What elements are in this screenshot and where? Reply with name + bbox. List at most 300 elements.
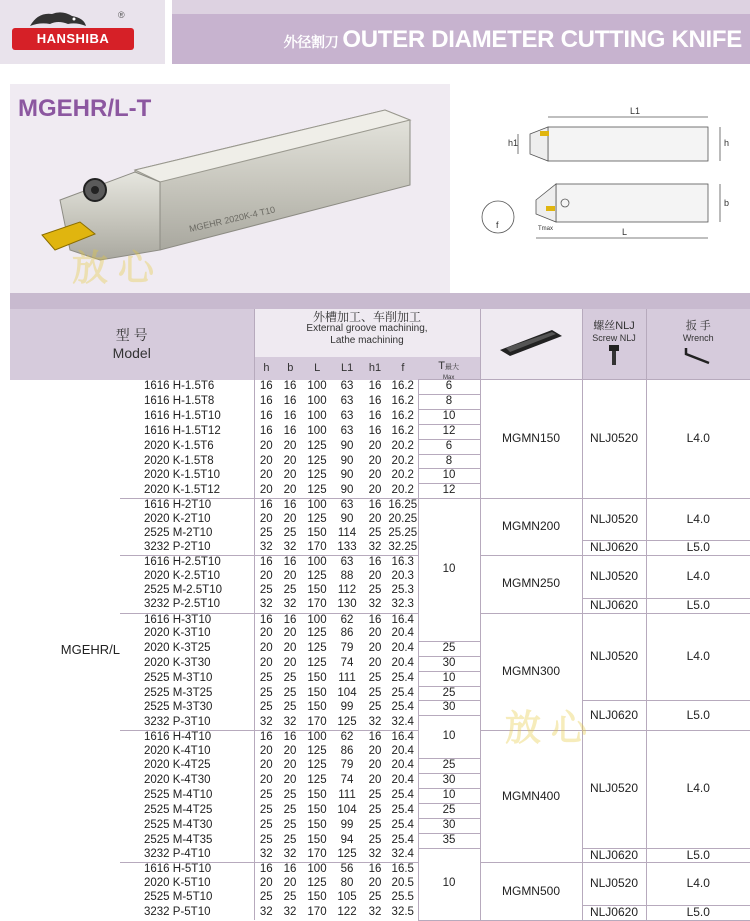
value-cell: 111 [332,788,362,803]
value-cell: 112 [332,584,362,598]
wrench-icon [683,344,713,366]
value-cell: 20 [278,759,302,774]
value-cell: 20.5 [388,877,418,891]
screw-header [582,309,646,380]
value-cell: 25 [362,833,388,848]
value-cell: 25.4 [388,686,418,701]
value-cell: 170 [302,716,332,730]
model-cell: 3232 P-4T10 [120,848,254,863]
value-cell: 80 [332,877,362,891]
value-cell: 74 [332,656,362,671]
value-cell: 32 [254,716,278,730]
value-cell: 25 [254,803,278,818]
value-cell: 25 [362,803,388,818]
value-cell: 20.2 [388,439,418,454]
model-cell: 2020 K-1.5T10 [120,469,254,484]
value-cell: 20.3 [388,570,418,584]
value-cell: 104 [332,803,362,818]
value-cell: 125 [302,439,332,454]
dim-b: b [724,198,729,208]
model-cell: 1616 H-1.5T8 [120,394,254,409]
model-cell: 2020 K-2.5T10 [120,570,254,584]
tmax-cell: 12 [418,424,480,439]
model-cell: 1616 H-4T10 [120,730,254,744]
value-cell: 25 [254,671,278,686]
value-cell: 25 [278,686,302,701]
value-cell: 20 [254,773,278,788]
wrench-cell: L4.0 [646,863,750,905]
value-cell: 114 [332,527,362,541]
value-cell: 20.4 [388,641,418,656]
model-cell: 3232 P-2.5T10 [120,598,254,613]
value-cell: 32 [362,905,388,920]
value-cell: 125 [302,454,332,469]
value-cell: 20 [362,439,388,454]
value-cell: 25 [254,686,278,701]
value-cell: 125 [302,484,332,499]
value-cell: 25 [362,788,388,803]
wrench-cell: L5.0 [646,905,750,920]
value-cell: 100 [302,394,332,409]
tmax-cell: 8 [418,394,480,409]
value-cell: 25 [254,891,278,905]
panther-logo-icon [28,8,88,30]
model-cell: 2525 M-2T10 [120,527,254,541]
model-cell: 2020 K-3T10 [120,627,254,641]
screw-icon [606,344,622,366]
page-title-en: OUTER DIAMETER CUTTING KNIFE [342,26,742,53]
table-row [10,499,750,513]
value-cell: 63 [332,556,362,570]
value-cell: 16.2 [388,409,418,424]
value-cell: 32 [362,598,388,613]
header-row [10,309,750,380]
insert-cell: MGMN300 [480,613,582,730]
model-cell: 2525 M-5T10 [120,891,254,905]
value-cell: 150 [302,818,332,833]
model-cell: 2020 K-1.5T6 [120,439,254,454]
value-cell: 16 [278,394,302,409]
model-cell: 2525 M-3T25 [120,686,254,701]
model-cell: 2020 K-4T25 [120,759,254,774]
value-cell: 25 [278,701,302,716]
value-cell: 90 [332,454,362,469]
value-cell: 150 [302,891,332,905]
column-header-b: b [278,357,302,379]
page-title [284,26,742,54]
value-cell: 20.25 [388,513,418,527]
value-cell: 25.5 [388,891,418,905]
tmax-cell: 10 [418,469,480,484]
value-cell: 20 [278,513,302,527]
table-row [10,380,750,395]
value-cell: 125 [302,773,332,788]
screw-cell: NLJ0520 [582,499,646,541]
value-cell: 16 [362,863,388,877]
value-cell: 133 [332,541,362,556]
model-cell: 1616 H-5T10 [120,863,254,877]
insert-header [480,309,582,380]
value-cell: 79 [332,759,362,774]
insert-cell: MGMN500 [480,863,582,920]
model-cell: 2525 M-4T35 [120,833,254,848]
value-cell: 25.4 [388,701,418,716]
model-cell: 1616 H-1.5T6 [120,380,254,395]
tmax-cell: 30 [418,701,480,716]
value-cell: 150 [302,788,332,803]
dim-f: f [496,220,499,230]
value-cell: 20 [362,773,388,788]
table-row [10,598,750,613]
value-cell: 16 [278,730,302,744]
dim-tmax: Tmax [538,226,553,232]
value-cell: 16 [362,380,388,395]
wrench-cell: L5.0 [646,541,750,556]
value-cell: 32 [254,541,278,556]
value-cell: 90 [332,484,362,499]
value-cell: 125 [302,469,332,484]
value-cell: 25 [362,584,388,598]
value-cell: 20.2 [388,454,418,469]
value-cell: 150 [302,686,332,701]
model-cell: 1616 H-2.5T10 [120,556,254,570]
value-cell: 25.4 [388,803,418,818]
tmax-cell: 10 [418,499,480,642]
tmax-cell: 10 [418,848,480,920]
value-cell: 130 [332,598,362,613]
value-cell: 25 [362,686,388,701]
value-cell: 100 [302,730,332,744]
value-cell: 20 [362,877,388,891]
value-cell: 125 [302,627,332,641]
value-cell: 25.4 [388,833,418,848]
insert-cell: MGMN150 [480,380,582,499]
value-cell: 32 [254,598,278,613]
value-cell: 16 [278,424,302,439]
value-cell: 32 [254,848,278,863]
value-cell: 100 [302,863,332,877]
insert-icon [496,326,566,360]
value-cell: 16 [254,730,278,744]
value-cell: 90 [332,439,362,454]
group-header [254,309,480,380]
value-cell: 20 [362,513,388,527]
value-cell: 25 [254,833,278,848]
value-cell: 32 [362,716,388,730]
value-cell: 20 [254,641,278,656]
value-cell: 20 [254,570,278,584]
value-cell: 170 [302,541,332,556]
tool-marking: MGEHR 2020K-4 T10 [188,204,276,234]
value-cell: 16 [254,556,278,570]
column-header-f: f [388,357,418,379]
value-cell: 32 [278,716,302,730]
screw-cell: NLJ0520 [582,556,646,598]
insert-cell: MGMN200 [480,499,582,556]
tmax-cell: 6 [418,439,480,454]
value-cell: 125 [332,848,362,863]
value-cell: 25 [362,671,388,686]
value-cell: 56 [332,863,362,877]
value-cell: 25 [254,527,278,541]
tmax-cell: 25 [418,803,480,818]
tmax-cell: 25 [418,641,480,656]
model-cell: 2020 K-5T10 [120,877,254,891]
value-cell: 100 [302,613,332,627]
group-header-en1: External groove machining, [255,323,480,335]
group-header-en2: Lathe machining [255,335,480,347]
watermark: 放 心 [505,700,587,751]
value-cell: 16 [254,424,278,439]
value-cell: 20.4 [388,759,418,774]
wrench-cell: L5.0 [646,701,750,730]
value-cell: 25 [362,818,388,833]
tmax-cell: 6 [418,380,480,395]
screw-cell: NLJ0520 [582,380,646,499]
value-cell: 100 [302,499,332,513]
title-strip [172,0,750,14]
value-cell: 170 [302,598,332,613]
value-cell: 16 [362,499,388,513]
value-cell: 20 [278,745,302,759]
value-cell: 16 [254,394,278,409]
value-cell: 20 [278,439,302,454]
value-cell: 20 [362,469,388,484]
value-cell: 20 [254,469,278,484]
value-cell: 32.3 [388,598,418,613]
tmax-cell: 10 [418,716,480,759]
value-cell: 32 [278,541,302,556]
value-cell: 20 [362,656,388,671]
spec-table [10,293,750,910]
value-cell: 20.2 [388,484,418,499]
wrench-cell: L5.0 [646,598,750,613]
table-row [10,863,750,877]
page-title-cn: 外径割刀 [284,34,339,50]
value-cell: 125 [302,745,332,759]
value-cell: 20 [254,454,278,469]
value-cell: 20 [254,484,278,499]
model-cell: 1616 H-1.5T10 [120,409,254,424]
model-cell: 2020 K-3T30 [120,656,254,671]
value-cell: 16.4 [388,613,418,627]
value-cell: 100 [302,424,332,439]
value-cell: 16 [362,394,388,409]
table-row [10,701,750,716]
model-cell: 2525 M-2.5T10 [120,584,254,598]
value-cell: 20 [362,627,388,641]
value-cell: 125 [302,513,332,527]
model-cell: 2020 K-1.5T8 [120,454,254,469]
value-cell: 62 [332,730,362,744]
value-cell: 90 [332,513,362,527]
value-cell: 150 [302,833,332,848]
value-cell: 74 [332,773,362,788]
value-cell: 86 [332,745,362,759]
value-cell: 150 [302,584,332,598]
value-cell: 25.4 [388,671,418,686]
value-cell: 79 [332,641,362,656]
value-cell: 16.2 [388,424,418,439]
value-cell: 16.25 [388,499,418,513]
value-cell: 25 [254,584,278,598]
column-header-h1: h1 [362,357,388,379]
dimension-drawing [470,100,740,250]
value-cell: 20 [278,641,302,656]
table-row [10,541,750,556]
value-cell: 94 [332,833,362,848]
value-cell: 111 [332,671,362,686]
value-cell: 20.4 [388,627,418,641]
screw-cell: NLJ0620 [582,905,646,920]
value-cell: 32.25 [388,541,418,556]
model-cell: 2020 K-1.5T12 [120,484,254,499]
value-cell: 16.2 [388,394,418,409]
tmax-cell: 25 [418,759,480,774]
table-row [10,556,750,570]
value-cell: 20 [254,656,278,671]
value-cell: 99 [332,701,362,716]
value-cell: 16.3 [388,556,418,570]
dim-l1: L1 [630,106,640,116]
value-cell: 16 [278,613,302,627]
value-cell: 125 [302,641,332,656]
value-cell: 20 [362,759,388,774]
value-cell: 25 [278,833,302,848]
model-cell: 2020 K-2T10 [120,513,254,527]
value-cell: 25 [278,818,302,833]
value-cell: 16.2 [388,380,418,395]
model-cell: 2525 M-3T10 [120,671,254,686]
column-header-t: T最大 Max [418,357,480,379]
value-cell: 63 [332,424,362,439]
column-headers [255,357,480,379]
wrench-cell: L5.0 [646,848,750,863]
value-cell: 20 [254,439,278,454]
value-cell: 25 [278,584,302,598]
dim-h: h [724,138,729,148]
model-cell: 2525 M-4T30 [120,818,254,833]
value-cell: 20.4 [388,745,418,759]
screw-cell: NLJ0620 [582,848,646,863]
product-name: MGEHR/L-T [18,95,151,123]
registered-mark: ® [118,10,125,20]
header-band-row [10,293,750,309]
model-cell: 2020 K-3T25 [120,641,254,656]
value-cell: 20 [278,656,302,671]
screw-header-cn: 螺丝NLJ [583,320,646,332]
value-cell: 86 [332,627,362,641]
wrench-cell: L4.0 [646,730,750,848]
model-cell: 1616 H-2T10 [120,499,254,513]
value-cell: 20 [254,513,278,527]
value-cell: 25.4 [388,788,418,803]
value-cell: 25 [362,891,388,905]
value-cell: 16.5 [388,863,418,877]
insert-cell: MGMN400 [480,730,582,863]
screw-header-en: Screw NLJ [583,332,646,344]
dim-l: L [622,227,627,237]
tmax-cell: 12 [418,484,480,499]
column-header-l1: L1 [332,357,362,379]
value-cell: 104 [332,686,362,701]
value-cell: 20.2 [388,469,418,484]
tmax-cell: 10 [418,788,480,803]
model-header-en: Model [10,344,254,362]
model-cell: 2525 M-3T30 [120,701,254,716]
value-cell: 16 [278,556,302,570]
model-cell: 2020 K-4T10 [120,745,254,759]
value-cell: 25.25 [388,527,418,541]
value-cell: 32 [362,848,388,863]
tmax-cell: 30 [418,773,480,788]
screw-cell: NLJ0620 [582,701,646,730]
wrench-cell: L4.0 [646,499,750,541]
brand-logo: HANSHIBA [12,28,134,50]
tmax-cell: 10 [418,409,480,424]
value-cell: 25.3 [388,584,418,598]
value-cell: 20 [362,570,388,584]
value-cell: 170 [302,905,332,920]
value-cell: 16 [254,409,278,424]
value-cell: 20 [362,745,388,759]
value-cell: 25 [278,891,302,905]
value-cell: 16 [278,863,302,877]
value-cell: 25 [362,527,388,541]
model-cell: 1616 H-1.5T12 [120,424,254,439]
table-row [10,730,750,744]
value-cell: 25 [278,803,302,818]
value-cell: 105 [332,891,362,905]
insert-cell: MGMN250 [480,556,582,613]
value-cell: 20 [278,570,302,584]
value-cell: 150 [302,527,332,541]
screw-cell: NLJ0520 [582,863,646,905]
value-cell: 20 [254,745,278,759]
value-cell: 25 [254,788,278,803]
group-header-cn: 外槽加工、车削加工 [255,311,480,323]
wrench-header-cn: 扳 手 [647,320,750,332]
model-header [10,309,254,380]
wrench-cell: L4.0 [646,556,750,598]
value-cell: 20 [254,759,278,774]
model-cell: 2525 M-4T10 [120,788,254,803]
table-row [10,613,750,627]
value-cell: 16 [362,556,388,570]
model-cell: 3232 P-2T10 [120,541,254,556]
value-cell: 16 [254,380,278,395]
value-cell: 63 [332,499,362,513]
value-cell: 32 [362,541,388,556]
value-cell: 25 [278,671,302,686]
value-cell: 88 [332,570,362,584]
model-cell: 2020 K-4T30 [120,773,254,788]
value-cell: 20 [278,469,302,484]
value-cell: 16 [278,380,302,395]
value-cell: 63 [332,394,362,409]
value-cell: 16 [362,730,388,744]
table-row [10,848,750,863]
value-cell: 25 [254,818,278,833]
model-header-cn: 型 号 [10,326,254,344]
value-cell: 32 [254,905,278,920]
value-cell: 25 [278,788,302,803]
tmax-cell: 30 [418,818,480,833]
value-cell: 20 [278,877,302,891]
value-cell: 20 [278,627,302,641]
value-cell: 16 [278,499,302,513]
screw-cell: NLJ0620 [582,541,646,556]
